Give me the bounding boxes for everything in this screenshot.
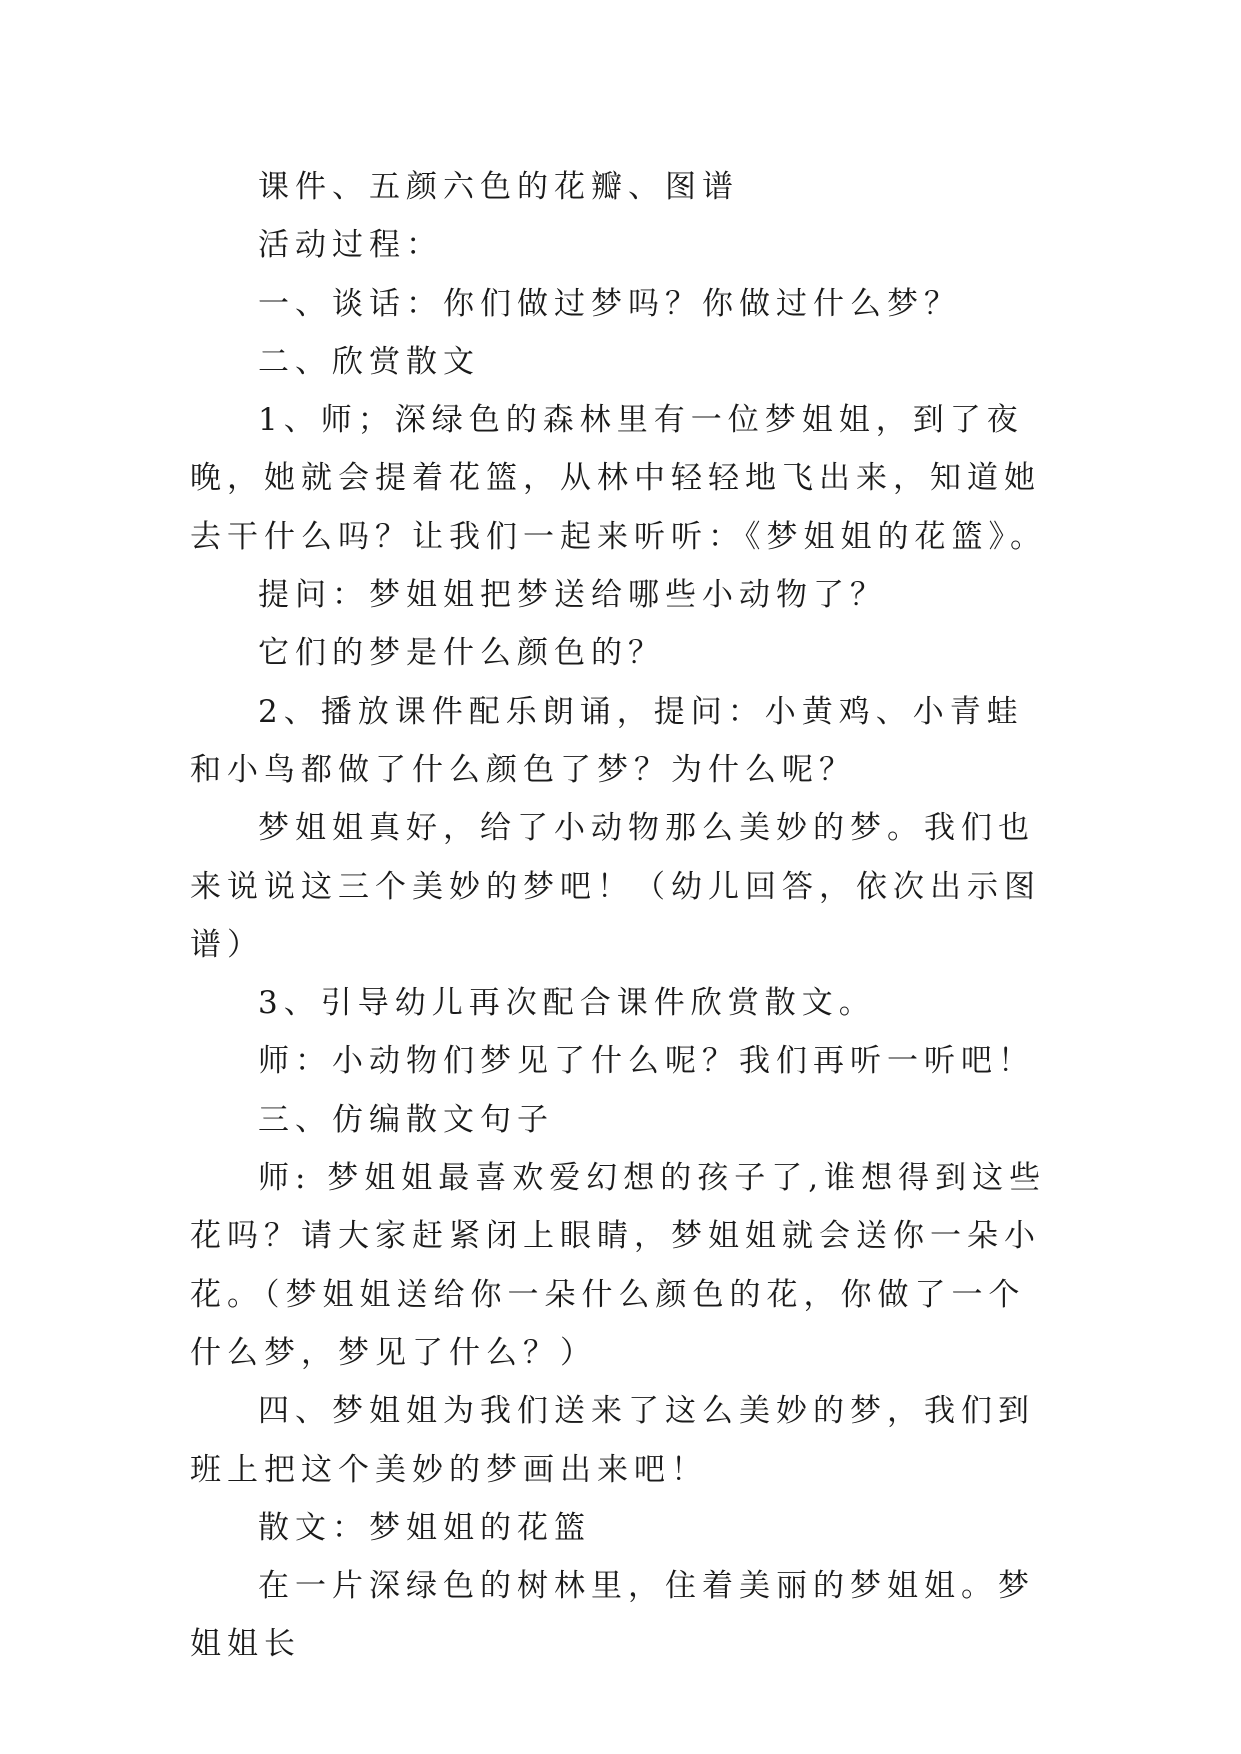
guide-paragraph: 3、引导幼儿再次配合课件欣赏散文。 (258, 985, 876, 1022)
question-paragraph-1: 提问：梦姐姐把梦送给哪些小动物了？ (258, 577, 887, 614)
materials-line: 课件、五颜六色的花瓣、图谱 (258, 169, 739, 205)
step-1-conversation: 一、谈话：你们做过梦吗？你做过什么梦？ (258, 285, 961, 322)
prose-title: 散文：梦姐姐的花篮 (258, 1509, 591, 1546)
teacher-intro-paragraph: 1、师；深绿色的森林里有一位梦姐姐，到了夜晚，她就会提着花篮，从林中轻轻地飞出来，知道她去干什么吗？让我们一起来听听：《梦姐姐的花篮》。 (190, 402, 1047, 555)
step-4-paragraph: 四、梦姐姐为我们送来了这么美妙的梦，我们到班上把这个美妙的梦画出来吧！ (190, 1393, 1035, 1488)
courseware-paragraph: 2、播放课件配乐朗诵，提问：小黄鸡、小青蛙和小鸟都做了什么颜色了梦？为什么呢？ (190, 693, 1024, 788)
step-3-heading: 三、仿编散文句子 (258, 1101, 554, 1138)
step-2-heading: 二、欣赏散文 (258, 343, 480, 380)
document-body (190, 158, 1060, 1674)
imagination-paragraph: 师: 梦姐姐最喜欢爱幻想的孩子了,谁想得到这些花吗？请大家赶紧闭上眼睛，梦姐姐就会送你一朵小花。（梦姐姐送给你一朵什么颜色的花，你做了一个什么梦，梦见了什么？） (190, 1160, 1047, 1371)
question-paragraph-2: 它们的梦是什么颜色的？ (258, 635, 665, 672)
prose-first-line: 在一片深绿色的树林里，住着美丽的梦姐姐。梦姐姐长 (190, 1568, 1035, 1663)
teacher-question-paragraph: 师：小动物们梦见了什么呢？我们再听一听吧！ (258, 1043, 1035, 1080)
activity-process-heading: 活动过程： (258, 227, 443, 264)
dream-sister-paragraph: 梦姐姐真好，给了小动物那么美妙的梦。我们也来说说这三个美妙的梦吧！（幼儿回答，依次出示图谱） (190, 810, 1041, 963)
